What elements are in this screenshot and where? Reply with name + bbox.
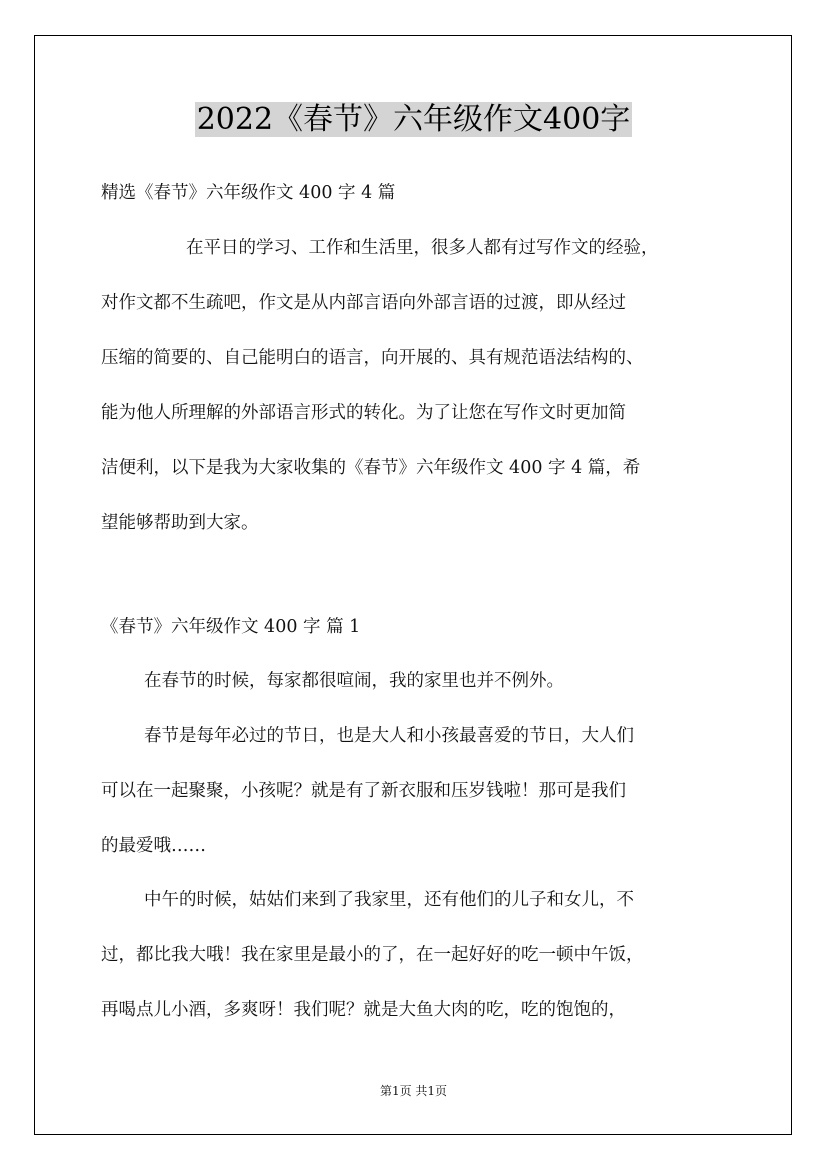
page-footer: 第1页 共1页: [379, 1084, 448, 1098]
intro-line: 望能够帮助到大家。: [101, 513, 259, 533]
document-title-text: 2022《春节》六年级作文400字: [196, 102, 631, 137]
intro-line: 对作文都不生疏吧，作文是从内部言语向外部言语的过渡，即从经过: [101, 293, 626, 313]
body-line: 再喝点儿小酒，多爽呀！我们呢？就是大鱼大肉的吃，吃的饱饱的，: [101, 1000, 626, 1020]
intro-line: 在平日的学习、工作和生活里，很多人都有过写作文的经验，: [186, 238, 659, 258]
intro-line: 压缩的简要的、自己能明白的语言，向开展的、具有规范语法结构的、: [101, 348, 644, 368]
body-line: 春节是每年必过的节日，也是大人和小孩最喜爱的节日，大人们: [144, 726, 634, 746]
section-heading: 《春节》六年级作文 400 字 篇 1: [101, 617, 361, 637]
body-line: 过，都比我大哦！我在家里是最小的了，在一起好好的吃一顿中午饭，: [101, 945, 644, 965]
body-line: 在春节的时候，每家都很喧闹，我的家里也并不例外。: [144, 671, 564, 691]
document-subtitle: 精选《春节》六年级作文 400 字 4 篇: [101, 183, 396, 203]
intro-line: 能为他人所理解的外部语言形式的转化。为了让您在写作文时更加简: [101, 403, 626, 423]
document-title: [0, 96, 827, 144]
intro-line: 洁便利，以下是我为大家收集的《春节》六年级作文 400 字 4 篇，希: [101, 458, 641, 478]
body-line: 可以在一起聚聚，小孩呢？就是有了新衣服和压岁钱啦！那可是我们: [101, 781, 626, 801]
body-line: 中午的时候，姑姑们来到了我家里，还有他们的儿子和女儿，不: [144, 890, 634, 910]
body-line: 的最爱哦……: [101, 836, 206, 856]
